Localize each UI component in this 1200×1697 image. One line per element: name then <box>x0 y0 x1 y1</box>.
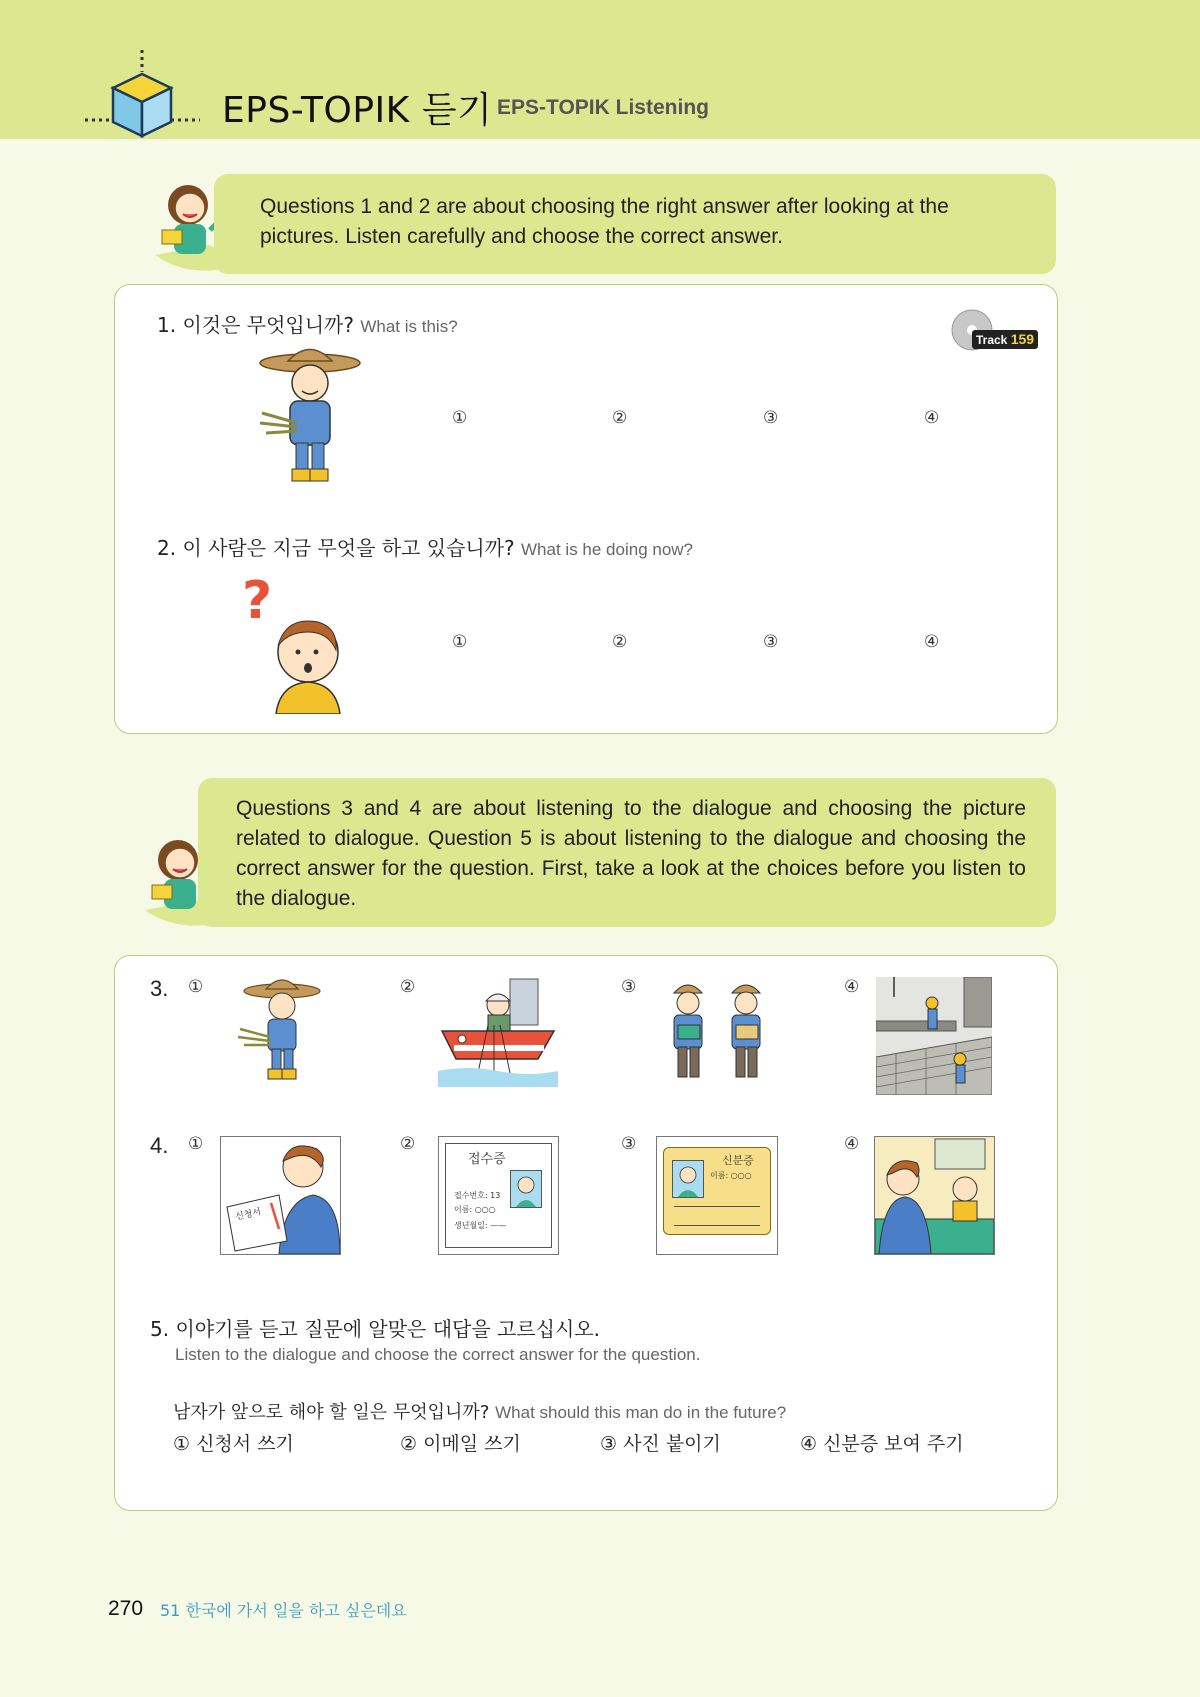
q1-option-3[interactable]: ③ <box>763 408 779 428</box>
receipt-line-2: 이름: ○○○ <box>454 1205 496 1214</box>
id-card <box>663 1147 771 1235</box>
q3-option-2[interactable]: ② <box>400 977 416 997</box>
svg-text:?: ? <box>242 571 273 631</box>
audio-track[interactable] <box>950 308 1042 352</box>
q5-answer-4[interactable]: ④ 신분증 보여 주기 <box>800 1433 964 1455</box>
form-title: 신청서 <box>234 1207 263 1223</box>
instruction-bubble-1 <box>214 174 1056 274</box>
confused-boy-illustration <box>236 570 356 714</box>
track-label: Track <box>976 333 1008 347</box>
q3-option-4[interactable]: ④ <box>844 977 860 997</box>
q2-option-1[interactable]: ① <box>452 632 468 652</box>
q5-answer-2[interactable]: ② 이메일 쓰기 <box>400 1433 521 1455</box>
question-4-number: 4. <box>150 1133 169 1158</box>
question-1-english: What is this? <box>360 317 458 336</box>
counter-illustration <box>875 1137 994 1254</box>
q1-option-2[interactable]: ② <box>612 408 628 428</box>
track-number: 159 <box>1010 331 1035 347</box>
question-5-sub <box>173 1398 786 1424</box>
q3-option-3[interactable]: ③ <box>621 977 637 997</box>
question-3-number: 3. <box>150 976 169 1001</box>
page-subtitle: EPS-TOPIK Listening <box>497 96 709 119</box>
q1-option-4[interactable]: ④ <box>924 408 940 428</box>
question-2-korean: 2. 이 사람은 지금 무엇을 하고 있습니까? <box>157 536 515 560</box>
question-5: 5. 이야기를 듣고 질문에 알맞은 대답을 고르십시오. <box>150 1317 600 1341</box>
q5-answer-3[interactable]: ③ 사진 붙이기 <box>600 1433 721 1455</box>
q3-farmer-picture <box>222 975 342 1087</box>
chapter-title: 51 한국에 가서 일을 하고 싶은데요 <box>160 1601 407 1620</box>
q4-option-3[interactable]: ③ <box>621 1134 637 1154</box>
q3-fisherman-picture <box>438 975 558 1087</box>
q3-construction-picture <box>876 977 992 1095</box>
q4-receipt-picture <box>438 1136 559 1255</box>
page-title: EPS-TOPIK 듣기 <box>222 90 493 131</box>
q4-option-4[interactable]: ④ <box>844 1134 860 1154</box>
writing-form-illustration <box>221 1137 340 1254</box>
q2-option-3[interactable]: ③ <box>763 632 779 652</box>
receipt-photo <box>510 1170 542 1208</box>
id-card-lines <box>674 1206 760 1226</box>
cube-icon <box>85 50 200 138</box>
question-5-english: Listen to the dialogue and choose the correct answer for the question. <box>175 1345 701 1364</box>
q4-counter-picture <box>874 1136 995 1255</box>
q3-workers-picture <box>658 975 776 1087</box>
page-number: 270 <box>108 1597 144 1620</box>
question-1 <box>157 309 458 338</box>
receipt-card <box>445 1143 552 1248</box>
receipt-line-1: 접수번호: 13 <box>454 1191 501 1200</box>
farmer-illustration <box>252 343 364 487</box>
id-person-icon <box>673 1161 703 1197</box>
instruction-bubble-2 <box>198 778 1056 927</box>
question-2 <box>157 532 693 561</box>
q2-option-2[interactable]: ② <box>612 632 628 652</box>
q4-option-1[interactable]: ① <box>188 1134 204 1154</box>
receipt-person-icon <box>511 1171 541 1207</box>
q5-answer-1[interactable]: ① 신청서 쓰기 <box>173 1433 294 1455</box>
track-badge <box>972 330 1038 349</box>
question-5-sub-korean: 남자가 앞으로 해야 할 일은 무엇입니까? <box>173 1402 490 1423</box>
q4-id-card-picture <box>656 1136 778 1255</box>
receipt-title: 접수증 <box>468 1152 506 1167</box>
receipt-line-3: 생년월일: —— <box>454 1221 507 1230</box>
q4-option-2[interactable]: ② <box>400 1134 416 1154</box>
id-card-line-1: 이름: ○○○ <box>710 1171 752 1180</box>
instruction-text-2: Questions 3 and 4 are about listening to the dialogue and choosing the picture related to dialogue. Question 5 is about listening to the dialogue and choosing the correct answer for the question. First, take a look at the choices before you listen to the dialogue. <box>236 797 1026 910</box>
q2-option-4[interactable]: ④ <box>924 632 940 652</box>
q1-option-1[interactable]: ① <box>452 408 468 428</box>
question-1-korean: 1. 이것은 무엇입니까? <box>157 313 354 337</box>
question-5-sub-english: What should this man do in the future? <box>495 1403 787 1422</box>
question-2-english: What is he doing now? <box>521 540 694 559</box>
id-card-title: 신분증 <box>722 1154 754 1167</box>
q3-option-1[interactable]: ① <box>188 977 204 997</box>
instruction-text-1: Questions 1 and 2 are about choosing the right answer after looking at the pictures. Listen carefully and choose the correct answer. <box>260 195 949 248</box>
q4-writing-form-picture <box>220 1136 341 1255</box>
id-card-photo <box>672 1160 704 1198</box>
page-header <box>0 0 1200 139</box>
